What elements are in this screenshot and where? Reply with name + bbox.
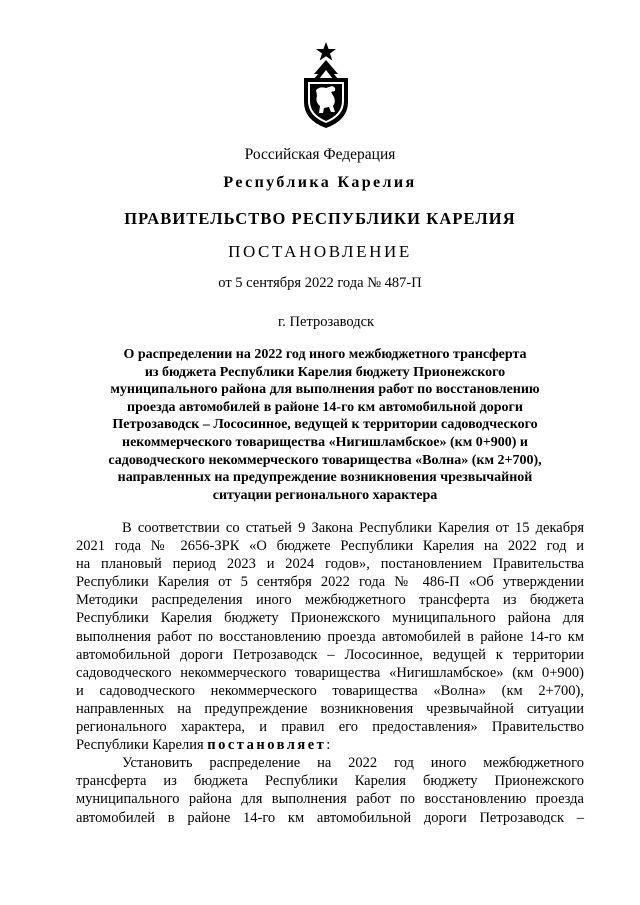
karelia-coat-of-arms-icon <box>296 40 356 130</box>
body-line-text: Республики Карелия <box>76 737 204 754</box>
body-line: садоводческого некоммерческого товарищества «Нигишламбское» (км 0+900) <box>76 664 584 681</box>
body-line: и садоводческого некоммерческого товарищества «Волна» (км 2+700), <box>76 682 584 699</box>
document-title <box>100 346 550 504</box>
title-line: некоммерческого товарищества «Нигишламбское» (км 0+900) и <box>122 434 528 450</box>
title-line: Петрозаводск – Лососинное, ведущей к территории садоводческого <box>112 417 538 433</box>
body-line: Республики Карелия бюджету Прионежского муниципального района для <box>76 610 584 627</box>
document-city: г. Петрозаводск <box>278 314 375 330</box>
document-body <box>76 519 584 827</box>
document-type: ПОСТАНОВЛЕНИЕ <box>228 242 412 261</box>
title-line: из бюджета Республики Карелия бюджету Прионежского <box>144 364 506 380</box>
body-line: на плановый период 2023 и 2024 годов», постановлением Правительства <box>76 556 584 573</box>
title-line: садоводческого некоммерческого товарищества «Волна» (км 2+700), <box>108 452 542 468</box>
body-line: регионального характера, и правил его предоставления» Правительство <box>76 719 584 736</box>
body-line: Методики распределения иного межбюджетного трансферта из бюджета <box>76 592 584 609</box>
republic-name: Республика Карелия <box>223 174 417 191</box>
title-line: ситуации регионального характера <box>212 487 438 503</box>
body-line: В соответствии со статьей 9 Закона Республики Карелия от 15 декабря <box>122 520 584 536</box>
body-line: Установить распределение на 2022 год иного межбюджетного <box>122 755 584 772</box>
country-name: Российская Федерация <box>244 146 396 163</box>
decrees-colon: : <box>326 737 331 754</box>
body-line: трансферта из бюджета Республики Карелия бюджету Прионежского <box>76 773 584 790</box>
body-line: автомобильной дороги Петрозаводск – Лососинное, ведущей к территории <box>76 646 584 663</box>
body-line: Республики Карелия от 5 сентября 2022 года № 486-П «Об утверждении <box>76 574 584 591</box>
body-line: выполнения работ по восстановлению проезда автомобилей в районе 14-го км <box>76 628 584 645</box>
body-line: муниципального района для выполнения работ по восстановлению проезда <box>76 791 584 808</box>
title-line: О распределении на 2022 год иного межбюджетного трансферта <box>123 347 527 362</box>
title-line: муниципального района для выполнения работ по восстановлению <box>110 382 540 398</box>
body-line: автомобилей в районе 14-го км автомобильной дороги Петрозаводск – <box>76 809 584 826</box>
document-date-number: от 5 сентября 2022 года № 487-П <box>218 275 422 291</box>
decrees-word: постановляет <box>207 737 327 754</box>
body-line: 2021 года № 2656-ЗРК «О бюджете Республики Карелия на 2022 год и <box>76 538 584 555</box>
body-line: направленных на предупреждение возникновения чрезвычайной ситуации <box>76 700 584 717</box>
title-line: проезда автомобилей в районе 14-го км автомобильной дороги <box>127 399 523 415</box>
body-line-decrees <box>76 736 584 754</box>
government-name: ПРАВИТЕЛЬСТВО РЕСПУБЛИКИ КАРЕЛИЯ <box>124 209 516 228</box>
title-line: направленных на предупреждение возникновения чрезвычайной <box>117 470 533 486</box>
